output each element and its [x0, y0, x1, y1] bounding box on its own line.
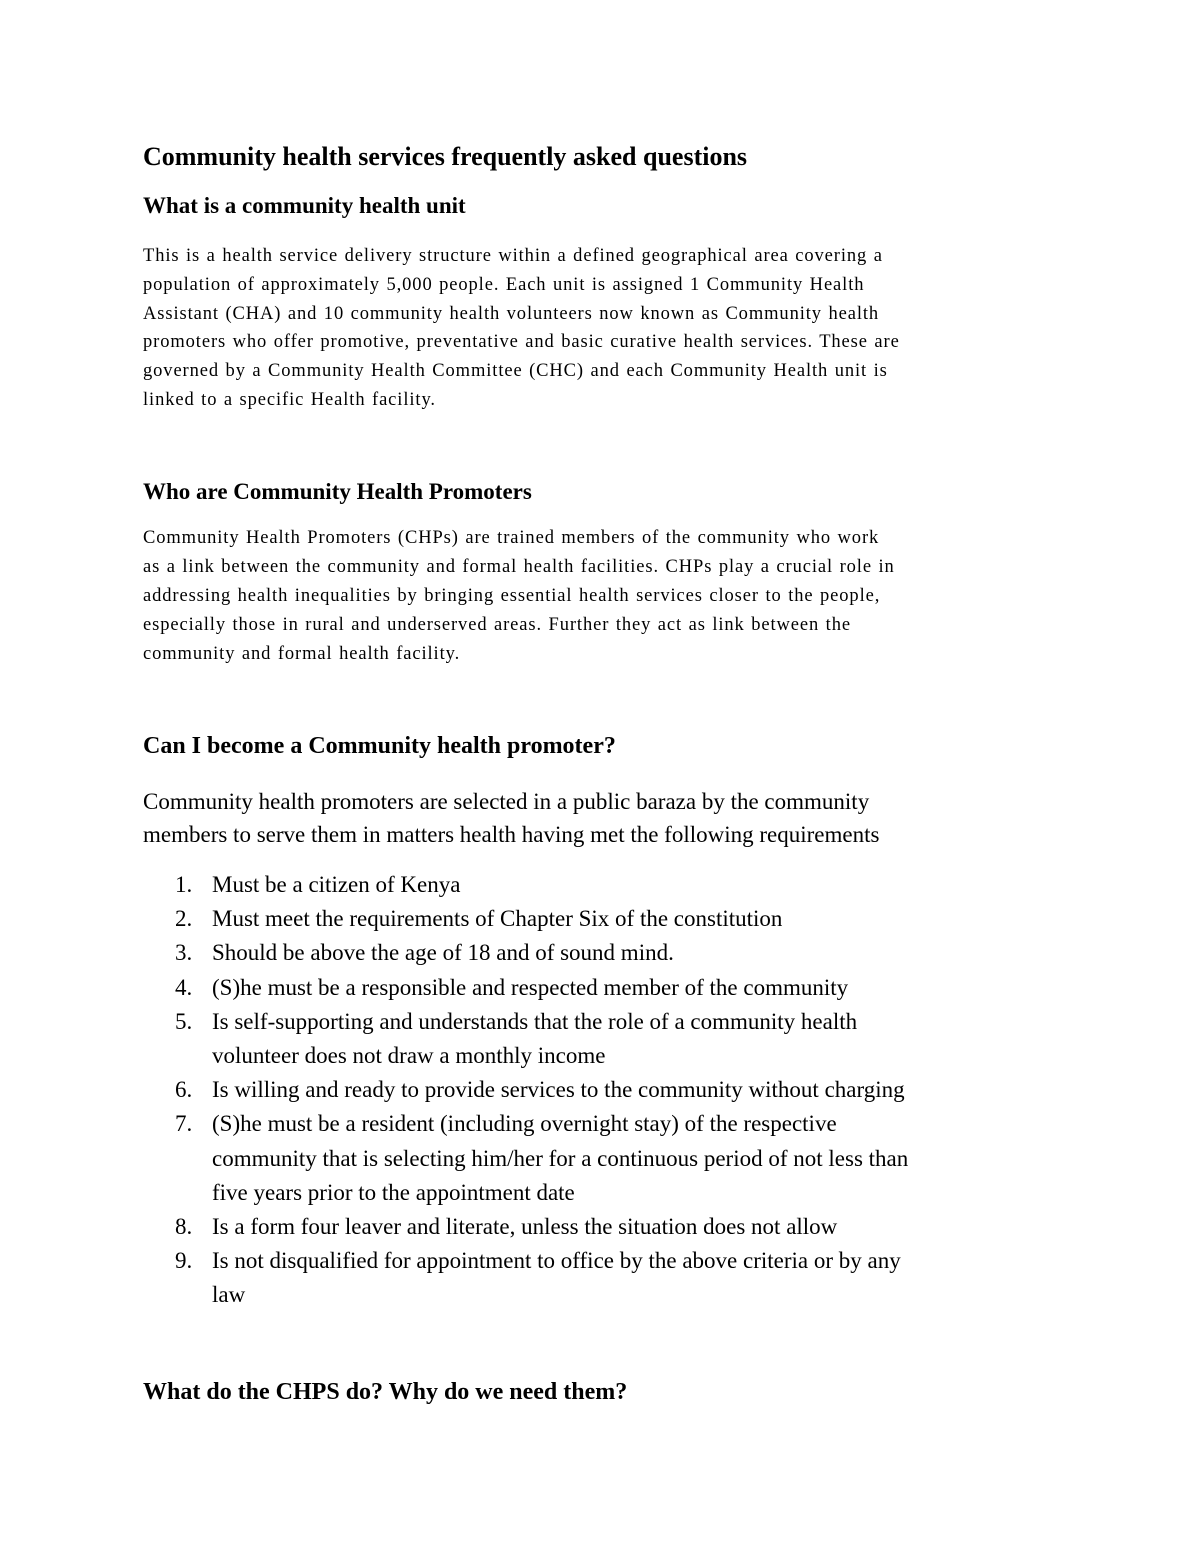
list-item-text: (S)he must be a resident (including overnight stay) of the respective — [212, 1111, 837, 1137]
list-item-number: 1. — [175, 872, 193, 897]
list-item-number: 2. — [175, 906, 193, 932]
list-item-text: Must be a citizen of Kenya — [212, 872, 461, 897]
paragraph-line: especially those in rural and underserved areas. Further they act as link between the — [143, 615, 851, 635]
list-item-number: 4. — [175, 974, 193, 1000]
paragraph-line: community and formal health facility. — [143, 644, 461, 664]
section-heading: What do the CHPS do? Why do we need them? — [143, 1379, 628, 1405]
section-heading: Who are Community Health Promoters — [143, 479, 532, 504]
list-item-number: 6. — [175, 1077, 193, 1103]
paragraph-line: addressing health inequalities by bringing essential health services closer to the people, — [143, 586, 881, 606]
paragraph-line: as a link between the community and formal health facilities. CHPs play a crucial role in — [143, 557, 895, 577]
list-item-text: Should be above the age of 18 and of sound mind. — [212, 940, 674, 966]
paragraph-line: This is a health service delivery structure within a defined geographical area covering a — [143, 246, 883, 266]
paragraph-line: members to serve them in matters health having met the following requirements — [143, 822, 880, 847]
list-item-text: Is a form four leaver and literate, unless the situation does not allow — [212, 1214, 838, 1239]
list-item-text: five years prior to the appointment date — [212, 1179, 575, 1205]
list-item-number: 5. — [175, 1008, 193, 1034]
paragraph-line: Assistant (CHA) and 10 community health volunteers now known as Community health — [143, 304, 880, 324]
list-item-text: (S)he must be a responsible and respected member of the community — [212, 974, 849, 1000]
list-item-text: volunteer does not draw a monthly income — [212, 1043, 606, 1068]
list-item-text: law — [212, 1282, 246, 1308]
list-item-number: 7. — [175, 1111, 193, 1137]
paragraph-line: linked to a specific Health facility. — [143, 390, 436, 410]
section-heading: Can I become a Community health promoter? — [143, 733, 616, 759]
list-item-text: Is not disqualified for appointment to office by the above criteria or by any — [212, 1248, 901, 1274]
list-item-number: 3. — [175, 940, 193, 966]
list-item-number: 8. — [175, 1214, 193, 1239]
list-item-number: 9. — [175, 1248, 193, 1274]
paragraph-line: Community health promoters are selected in a public baraza by the community — [143, 789, 870, 814]
paragraph-line: population of approximately 5,000 people. Each unit is assigned 1 Community Health — [143, 275, 865, 295]
list-item-text: Is willing and ready to provide services to the community without charging — [212, 1077, 905, 1103]
list-item-text: Must meet the requirements of Chapter Six of the constitution — [212, 906, 783, 932]
paragraph-line: governed by a Community Health Committee (CHC) and each Community Health unit is — [143, 361, 888, 381]
section-heading: What is a community health unit — [143, 193, 466, 218]
paragraph-line: Community Health Promoters (CHPs) are trained members of the community who work — [143, 528, 880, 548]
list-item-text: community that is selecting him/her for a continuous period of not less than — [212, 1145, 909, 1171]
list-item-text: Is self-supporting and understands that the role of a community health — [212, 1008, 858, 1034]
paragraph-line: promoters who offer promotive, preventative and basic curative health services. These are — [143, 332, 900, 352]
document-title: Community health services frequently asked questions — [143, 142, 748, 171]
